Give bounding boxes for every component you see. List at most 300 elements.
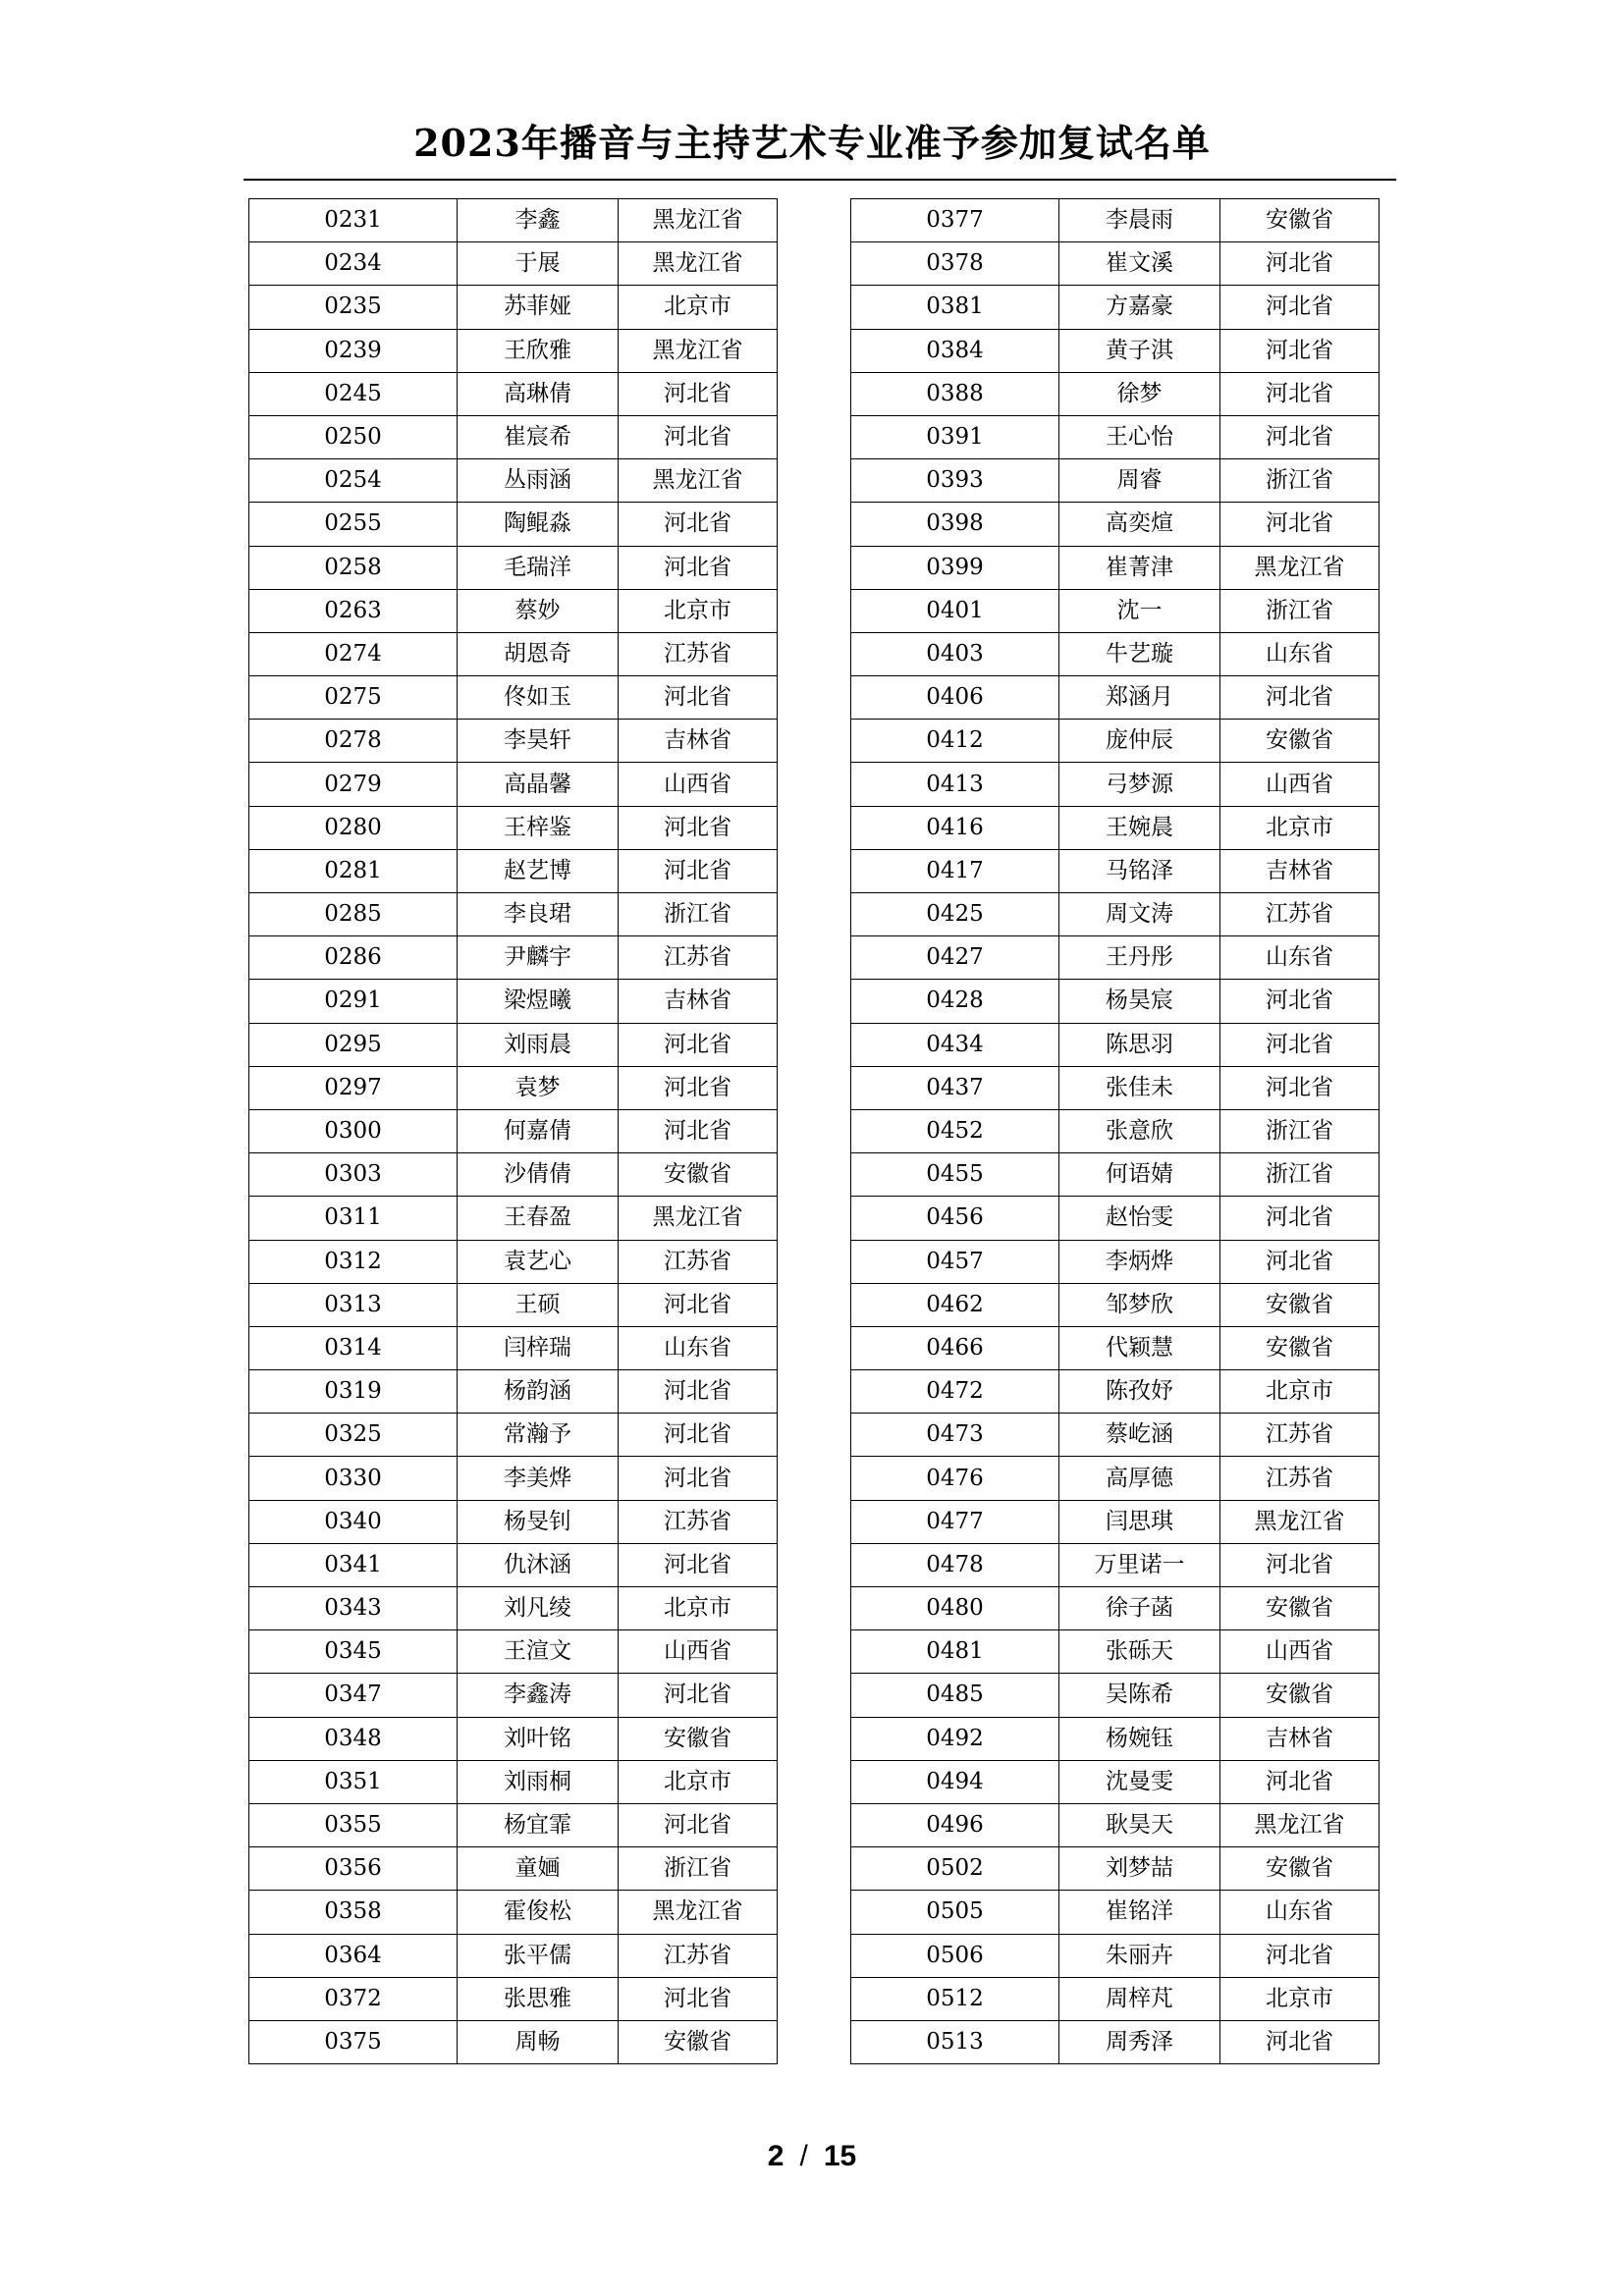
table-row xyxy=(249,199,778,242)
table-row xyxy=(249,1283,778,1326)
applicant-name-cell: 崔菁津 xyxy=(1059,546,1220,589)
table-row xyxy=(249,1630,778,1674)
applicant-province-cell: 河北省 xyxy=(619,1414,778,1457)
applicant-province-cell: 河北省 xyxy=(619,806,778,849)
applicant-id-cell: 0231 xyxy=(249,199,458,242)
applicant-id-cell: 0291 xyxy=(249,980,458,1023)
applicant-province-cell: 安徽省 xyxy=(619,1717,778,1760)
applicant-id-cell: 0455 xyxy=(851,1153,1059,1197)
applicant-province-cell: 山东省 xyxy=(619,1326,778,1369)
table-row xyxy=(851,806,1380,849)
applicant-name-cell: 郑涵月 xyxy=(1059,676,1220,720)
table-row xyxy=(851,1066,1380,1109)
applicant-name-cell: 于展 xyxy=(458,242,619,286)
applicant-id-cell: 0325 xyxy=(249,1414,458,1457)
table-row xyxy=(851,1543,1380,1586)
applicant-province-cell: 安徽省 xyxy=(1220,1326,1380,1369)
applicant-id-cell: 0303 xyxy=(249,1153,458,1197)
applicant-id-cell: 0312 xyxy=(249,1240,458,1283)
applicant-id-cell: 0425 xyxy=(851,893,1059,936)
applicant-province-cell: 河北省 xyxy=(619,1803,778,1846)
applicant-id-cell: 0250 xyxy=(249,415,458,458)
applicant-province-cell: 河北省 xyxy=(619,503,778,546)
table-row xyxy=(851,199,1380,242)
applicant-id-cell: 0239 xyxy=(249,329,458,372)
applicant-name-cell: 陈思羽 xyxy=(1059,1023,1220,1066)
applicant-id-cell: 0375 xyxy=(249,2020,458,2063)
applicant-province-cell: 河北省 xyxy=(619,676,778,720)
applicant-name-cell: 杨韵涵 xyxy=(458,1370,619,1414)
table-row xyxy=(249,372,778,415)
table-row xyxy=(249,1977,778,2020)
applicant-province-cell: 河北省 xyxy=(1220,1066,1380,1109)
applicant-id-cell: 0341 xyxy=(249,1543,458,1586)
table-row xyxy=(249,286,778,329)
page-current: 2 xyxy=(767,2140,785,2172)
applicant-id-cell: 0401 xyxy=(851,589,1059,632)
applicant-province-cell: 黑龙江省 xyxy=(619,242,778,286)
page-separator: / xyxy=(799,2140,808,2172)
table-row xyxy=(249,1240,778,1283)
applicant-name-cell: 霍俊松 xyxy=(458,1891,619,1934)
applicant-name-cell: 蔡屹涵 xyxy=(1059,1414,1220,1457)
table-row xyxy=(249,2020,778,2063)
applicant-id-cell: 0343 xyxy=(249,1587,458,1630)
applicant-province-cell: 山东省 xyxy=(1220,1891,1380,1934)
applicant-id-cell: 0399 xyxy=(851,546,1059,589)
applicant-id-cell: 0278 xyxy=(249,720,458,763)
applicant-name-cell: 王丹彤 xyxy=(1059,936,1220,980)
table-row xyxy=(851,2020,1380,2063)
table-row xyxy=(249,1109,778,1152)
applicant-province-cell: 河北省 xyxy=(619,1370,778,1414)
table-row xyxy=(851,415,1380,458)
table-row xyxy=(851,1847,1380,1891)
applicant-name-cell: 李炳烨 xyxy=(1059,1240,1220,1283)
applicant-name-cell: 徐梦 xyxy=(1059,372,1220,415)
applicant-id-cell: 0406 xyxy=(851,676,1059,720)
applicant-id-cell: 0245 xyxy=(249,372,458,415)
applicant-province-cell: 河北省 xyxy=(1220,1543,1380,1586)
applicant-province-cell: 黑龙江省 xyxy=(1220,546,1380,589)
applicant-province-cell: 河北省 xyxy=(1220,1934,1380,1977)
applicant-name-cell: 赵艺博 xyxy=(458,849,619,892)
applicant-name-cell: 崔文溪 xyxy=(1059,242,1220,286)
applicant-id-cell: 0384 xyxy=(851,329,1059,372)
applicant-id-cell: 0496 xyxy=(851,1803,1059,1846)
applicant-province-cell: 河北省 xyxy=(1220,1197,1380,1240)
applicant-province-cell: 江苏省 xyxy=(1220,1457,1380,1500)
table-row xyxy=(249,1326,778,1369)
applicant-id-cell: 0286 xyxy=(249,936,458,980)
applicant-province-cell: 北京市 xyxy=(1220,1370,1380,1414)
applicant-name-cell: 马铭泽 xyxy=(1059,849,1220,892)
applicant-province-cell: 吉林省 xyxy=(1220,849,1380,892)
applicant-id-cell: 0351 xyxy=(249,1760,458,1803)
table-row xyxy=(249,1500,778,1543)
applicant-province-cell: 浙江省 xyxy=(619,893,778,936)
applicant-id-cell: 0417 xyxy=(851,849,1059,892)
applicant-province-cell: 河北省 xyxy=(1220,415,1380,458)
applicant-id-cell: 0319 xyxy=(249,1370,458,1414)
applicant-province-cell: 江苏省 xyxy=(619,1500,778,1543)
applicant-name-cell: 方嘉豪 xyxy=(1059,286,1220,329)
applicant-id-cell: 0456 xyxy=(851,1197,1059,1240)
table-row xyxy=(249,1197,778,1240)
applicant-name-cell: 刘梦喆 xyxy=(1059,1847,1220,1891)
applicant-name-cell: 何语婧 xyxy=(1059,1153,1220,1197)
applicant-name-cell: 崔铭洋 xyxy=(1059,1891,1220,1934)
table-row xyxy=(851,1803,1380,1846)
table-row xyxy=(851,849,1380,892)
applicant-province-cell: 河北省 xyxy=(1220,980,1380,1023)
applicant-id-cell: 0478 xyxy=(851,1543,1059,1586)
table-row xyxy=(851,1414,1380,1457)
applicant-province-cell: 山西省 xyxy=(619,763,778,806)
table-row xyxy=(851,1326,1380,1369)
applicant-province-cell: 黑龙江省 xyxy=(619,459,778,503)
table-row xyxy=(851,546,1380,589)
applicant-id-cell: 0340 xyxy=(249,1500,458,1543)
applicant-name-cell: 刘凡绫 xyxy=(458,1587,619,1630)
table-row xyxy=(249,1543,778,1586)
table-row xyxy=(851,1197,1380,1240)
table-row xyxy=(851,1153,1380,1197)
table-row xyxy=(249,1414,778,1457)
applicant-name-cell: 蔡妙 xyxy=(458,589,619,632)
page-total: 15 xyxy=(823,2140,857,2172)
applicant-province-cell: 浙江省 xyxy=(1220,589,1380,632)
applicant-id-cell: 0364 xyxy=(249,1934,458,1977)
table-row xyxy=(851,980,1380,1023)
applicant-province-cell: 黑龙江省 xyxy=(619,329,778,372)
applicant-name-cell: 袁艺心 xyxy=(458,1240,619,1283)
applicant-id-cell: 0494 xyxy=(851,1760,1059,1803)
applicant-id-cell: 0434 xyxy=(851,1023,1059,1066)
applicant-province-cell: 河北省 xyxy=(1220,503,1380,546)
applicant-id-cell: 0428 xyxy=(851,980,1059,1023)
applicant-province-cell: 北京市 xyxy=(1220,1977,1380,2020)
table-row xyxy=(851,1109,1380,1152)
applicant-id-cell: 0427 xyxy=(851,936,1059,980)
applicant-province-cell: 吉林省 xyxy=(1220,1717,1380,1760)
table-row xyxy=(851,632,1380,675)
table-row xyxy=(249,936,778,980)
applicant-id-cell: 0502 xyxy=(851,1847,1059,1891)
table-row xyxy=(249,1066,778,1109)
applicant-province-cell: 安徽省 xyxy=(619,1153,778,1197)
applicant-province-cell: 河北省 xyxy=(1220,329,1380,372)
applicant-name-cell: 仇沐涵 xyxy=(458,1543,619,1586)
applicant-id-cell: 0254 xyxy=(249,459,458,503)
table-row xyxy=(851,1500,1380,1543)
applicant-province-cell: 河北省 xyxy=(1220,372,1380,415)
applicant-id-cell: 0466 xyxy=(851,1326,1059,1369)
applicant-province-cell: 山东省 xyxy=(1220,632,1380,675)
applicant-province-cell: 浙江省 xyxy=(1220,1109,1380,1152)
applicant-province-cell: 吉林省 xyxy=(619,720,778,763)
applicant-id-cell: 0313 xyxy=(249,1283,458,1326)
applicant-name-cell: 周睿 xyxy=(1059,459,1220,503)
applicant-id-cell: 0255 xyxy=(249,503,458,546)
applicant-province-cell: 河北省 xyxy=(619,849,778,892)
roster-table-left xyxy=(248,198,778,2064)
applicant-province-cell: 河北省 xyxy=(619,415,778,458)
applicant-province-cell: 黑龙江省 xyxy=(1220,1803,1380,1846)
table-row xyxy=(249,329,778,372)
applicant-name-cell: 王心怡 xyxy=(1059,415,1220,458)
applicant-name-cell: 弓梦源 xyxy=(1059,763,1220,806)
applicant-id-cell: 0347 xyxy=(249,1674,458,1717)
applicant-name-cell: 万里诺一 xyxy=(1059,1543,1220,1586)
applicant-id-cell: 0481 xyxy=(851,1630,1059,1674)
applicant-province-cell: 河北省 xyxy=(619,1457,778,1500)
table-row xyxy=(249,632,778,675)
table-row xyxy=(851,1760,1380,1803)
applicant-name-cell: 朱丽卉 xyxy=(1059,1934,1220,1977)
table-row xyxy=(249,546,778,589)
applicant-name-cell: 张意欣 xyxy=(1059,1109,1220,1152)
applicant-name-cell: 赵怡雯 xyxy=(1059,1197,1220,1240)
applicant-province-cell: 黑龙江省 xyxy=(619,1197,778,1240)
table-row xyxy=(851,242,1380,286)
applicant-name-cell: 杨婉钰 xyxy=(1059,1717,1220,1760)
applicant-id-cell: 0263 xyxy=(249,589,458,632)
table-row xyxy=(249,1370,778,1414)
applicant-name-cell: 杨昊宸 xyxy=(1059,980,1220,1023)
table-row xyxy=(851,589,1380,632)
table-row xyxy=(851,372,1380,415)
table-row xyxy=(249,503,778,546)
table-row xyxy=(249,1760,778,1803)
table-row xyxy=(249,849,778,892)
applicant-name-cell: 王春盈 xyxy=(458,1197,619,1240)
table-row xyxy=(851,936,1380,980)
applicant-id-cell: 0345 xyxy=(249,1630,458,1674)
table-row xyxy=(851,329,1380,372)
table-row xyxy=(851,1630,1380,1674)
table-row xyxy=(851,1370,1380,1414)
applicant-id-cell: 0437 xyxy=(851,1066,1059,1109)
table-row xyxy=(249,459,778,503)
applicant-name-cell: 李晨雨 xyxy=(1059,199,1220,242)
applicant-name-cell: 周梓芃 xyxy=(1059,1977,1220,2020)
applicant-name-cell: 童婳 xyxy=(458,1847,619,1891)
applicant-province-cell: 浙江省 xyxy=(1220,459,1380,503)
applicant-province-cell: 山西省 xyxy=(1220,1630,1380,1674)
applicant-name-cell: 高厚德 xyxy=(1059,1457,1220,1500)
applicant-name-cell: 代颖慧 xyxy=(1059,1326,1220,1369)
applicant-name-cell: 王婉晨 xyxy=(1059,806,1220,849)
applicant-name-cell: 杨宜霏 xyxy=(458,1803,619,1846)
applicant-id-cell: 0281 xyxy=(249,849,458,892)
applicant-province-cell: 黑龙江省 xyxy=(1220,1500,1380,1543)
table-row xyxy=(249,806,778,849)
applicant-id-cell: 0477 xyxy=(851,1500,1059,1543)
applicant-name-cell: 黄子淇 xyxy=(1059,329,1220,372)
table-row xyxy=(249,893,778,936)
applicant-province-cell: 安徽省 xyxy=(1220,1847,1380,1891)
applicant-id-cell: 0462 xyxy=(851,1283,1059,1326)
applicant-province-cell: 安徽省 xyxy=(1220,1587,1380,1630)
applicant-province-cell: 河北省 xyxy=(1220,2020,1380,2063)
applicant-id-cell: 0300 xyxy=(249,1109,458,1152)
table-row xyxy=(851,676,1380,720)
document-title: 2023年播音与主持艺术专业准予参加复试名单 xyxy=(413,121,1211,165)
applicant-province-cell: 河北省 xyxy=(1220,286,1380,329)
applicant-province-cell: 河北省 xyxy=(619,546,778,589)
applicant-province-cell: 河北省 xyxy=(1220,1240,1380,1283)
applicant-province-cell: 江苏省 xyxy=(619,1240,778,1283)
applicant-id-cell: 0356 xyxy=(249,1847,458,1891)
table-row xyxy=(851,1717,1380,1760)
applicant-name-cell: 庞仲辰 xyxy=(1059,720,1220,763)
table-row xyxy=(851,720,1380,763)
applicant-id-cell: 0412 xyxy=(851,720,1059,763)
applicant-name-cell: 陈孜妤 xyxy=(1059,1370,1220,1414)
table-row xyxy=(249,1587,778,1630)
table-row xyxy=(851,1934,1380,1977)
applicant-id-cell: 0393 xyxy=(851,459,1059,503)
applicant-id-cell: 0480 xyxy=(851,1587,1059,1630)
table-row xyxy=(851,459,1380,503)
applicant-id-cell: 0234 xyxy=(249,242,458,286)
applicant-name-cell: 吴陈希 xyxy=(1059,1674,1220,1717)
table-row xyxy=(851,1977,1380,2020)
applicant-id-cell: 0513 xyxy=(851,2020,1059,2063)
applicant-name-cell: 崔宸希 xyxy=(458,415,619,458)
table-row xyxy=(249,1934,778,1977)
applicant-id-cell: 0403 xyxy=(851,632,1059,675)
table-row xyxy=(851,763,1380,806)
table-row xyxy=(249,1674,778,1717)
applicant-id-cell: 0398 xyxy=(851,503,1059,546)
applicant-id-cell: 0485 xyxy=(851,1674,1059,1717)
applicant-id-cell: 0391 xyxy=(851,415,1059,458)
applicant-id-cell: 0358 xyxy=(249,1891,458,1934)
applicant-id-cell: 0274 xyxy=(249,632,458,675)
table-row xyxy=(851,286,1380,329)
table-row xyxy=(249,1153,778,1197)
applicant-name-cell: 胡恩奇 xyxy=(458,632,619,675)
applicant-id-cell: 0285 xyxy=(249,893,458,936)
applicant-name-cell: 张砾天 xyxy=(1059,1630,1220,1674)
applicant-name-cell: 高晶馨 xyxy=(458,763,619,806)
applicant-name-cell: 李鑫涛 xyxy=(458,1674,619,1717)
applicant-province-cell: 北京市 xyxy=(1220,806,1380,849)
applicant-province-cell: 山西省 xyxy=(1220,763,1380,806)
applicant-name-cell: 牛艺璇 xyxy=(1059,632,1220,675)
applicant-id-cell: 0416 xyxy=(851,806,1059,849)
applicant-province-cell: 江苏省 xyxy=(619,1934,778,1977)
applicant-province-cell: 河北省 xyxy=(619,1066,778,1109)
applicant-name-cell: 刘雨桐 xyxy=(458,1760,619,1803)
applicant-id-cell: 0506 xyxy=(851,1934,1059,1977)
page-number xyxy=(0,2140,1624,2173)
applicant-province-cell: 山西省 xyxy=(619,1630,778,1674)
applicant-province-cell: 河北省 xyxy=(619,1109,778,1152)
applicant-name-cell: 周秀泽 xyxy=(1059,2020,1220,2063)
applicant-name-cell: 梁煜曦 xyxy=(458,980,619,1023)
applicant-id-cell: 0258 xyxy=(249,546,458,589)
table-row xyxy=(249,763,778,806)
applicant-name-cell: 丛雨涵 xyxy=(458,459,619,503)
applicant-name-cell: 苏菲娅 xyxy=(458,286,619,329)
applicant-province-cell: 山东省 xyxy=(1220,936,1380,980)
applicant-id-cell: 0372 xyxy=(249,1977,458,2020)
applicant-name-cell: 沙倩倩 xyxy=(458,1153,619,1197)
applicant-name-cell: 闫梓瑞 xyxy=(458,1326,619,1369)
applicant-name-cell: 张平儒 xyxy=(458,1934,619,1977)
table-row xyxy=(851,1457,1380,1500)
applicant-province-cell: 北京市 xyxy=(619,1760,778,1803)
table-row xyxy=(249,676,778,720)
applicant-name-cell: 刘叶铭 xyxy=(458,1717,619,1760)
applicant-id-cell: 0355 xyxy=(249,1803,458,1846)
applicant-province-cell: 河北省 xyxy=(619,1023,778,1066)
applicant-province-cell: 河北省 xyxy=(1220,242,1380,286)
applicant-name-cell: 李昊轩 xyxy=(458,720,619,763)
applicant-province-cell: 江苏省 xyxy=(619,632,778,675)
applicant-name-cell: 常瀚予 xyxy=(458,1414,619,1457)
applicant-province-cell: 河北省 xyxy=(1220,1023,1380,1066)
applicant-name-cell: 尹麟宇 xyxy=(458,936,619,980)
applicant-name-cell: 徐子菡 xyxy=(1059,1587,1220,1630)
applicant-province-cell: 安徽省 xyxy=(1220,1674,1380,1717)
applicant-name-cell: 陶鲲淼 xyxy=(458,503,619,546)
table-row xyxy=(851,1587,1380,1630)
applicant-id-cell: 0297 xyxy=(249,1066,458,1109)
applicant-name-cell: 何嘉倩 xyxy=(458,1109,619,1152)
applicant-id-cell: 0388 xyxy=(851,372,1059,415)
applicant-id-cell: 0473 xyxy=(851,1414,1059,1457)
applicant-province-cell: 安徽省 xyxy=(1220,199,1380,242)
applicant-name-cell: 周畅 xyxy=(458,2020,619,2063)
applicant-province-cell: 北京市 xyxy=(619,589,778,632)
applicant-name-cell: 王渲文 xyxy=(458,1630,619,1674)
applicant-province-cell: 河北省 xyxy=(1220,676,1380,720)
applicant-name-cell: 沈一 xyxy=(1059,589,1220,632)
applicant-province-cell: 黑龙江省 xyxy=(619,199,778,242)
applicant-id-cell: 0413 xyxy=(851,763,1059,806)
table-row xyxy=(851,1240,1380,1283)
table-row xyxy=(249,980,778,1023)
applicant-name-cell: 王硕 xyxy=(458,1283,619,1326)
table-row xyxy=(249,242,778,286)
applicant-name-cell: 耿昊天 xyxy=(1059,1803,1220,1846)
applicant-name-cell: 闫思琪 xyxy=(1059,1500,1220,1543)
applicant-name-cell: 毛瑞洋 xyxy=(458,546,619,589)
applicant-id-cell: 0472 xyxy=(851,1370,1059,1414)
applicant-province-cell: 吉林省 xyxy=(619,980,778,1023)
roster-table-right xyxy=(850,198,1380,2064)
table-row xyxy=(249,1717,778,1760)
applicant-name-cell: 张思雅 xyxy=(458,1977,619,2020)
table-row xyxy=(851,1023,1380,1066)
title-divider xyxy=(244,179,1396,181)
applicant-id-cell: 0280 xyxy=(249,806,458,849)
applicant-id-cell: 0314 xyxy=(249,1326,458,1369)
applicant-id-cell: 0476 xyxy=(851,1457,1059,1500)
applicant-name-cell: 刘雨晨 xyxy=(458,1023,619,1066)
applicant-id-cell: 0457 xyxy=(851,1240,1059,1283)
applicant-id-cell: 0295 xyxy=(249,1023,458,1066)
applicant-province-cell: 北京市 xyxy=(619,1587,778,1630)
applicant-id-cell: 0235 xyxy=(249,286,458,329)
applicant-name-cell: 高琳倩 xyxy=(458,372,619,415)
applicant-name-cell: 袁梦 xyxy=(458,1066,619,1109)
applicant-province-cell: 北京市 xyxy=(619,286,778,329)
